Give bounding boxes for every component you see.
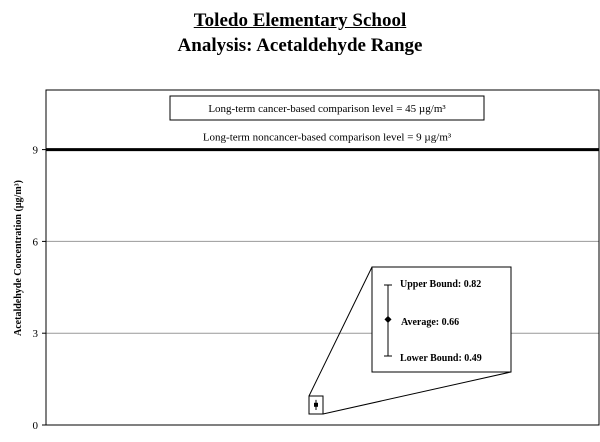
average-label: Average: 0.66 [401, 317, 460, 328]
zoom-connector-top [309, 267, 372, 396]
y-tick-label: 0 [32, 420, 38, 432]
chart-title: Toledo Elementary School [193, 10, 407, 31]
lower-bound-label: Lower Bound: 0.49 [400, 353, 482, 364]
y-tick-label: 9 [32, 144, 38, 157]
y-tick-label: 3 [32, 328, 38, 341]
upper-bound-label: Upper Bound: 0.82 [400, 279, 482, 290]
data-average-point [314, 403, 318, 407]
zoom-connector-bottom [323, 372, 511, 414]
cancer-level-label: Long-term cancer-based comparison level = 45 µg/m³ [208, 103, 446, 115]
chart-subtitle: Analysis: Acetaldehyde Range [177, 35, 423, 56]
y-tick-label: 6 [32, 236, 38, 249]
y-axis-label: Acetaldehyde Concentration (µg/m³) [13, 180, 24, 336]
noncancer-reference-label: Long-term noncancer-based comparison level = 9 µg/m³ [202, 131, 452, 144]
